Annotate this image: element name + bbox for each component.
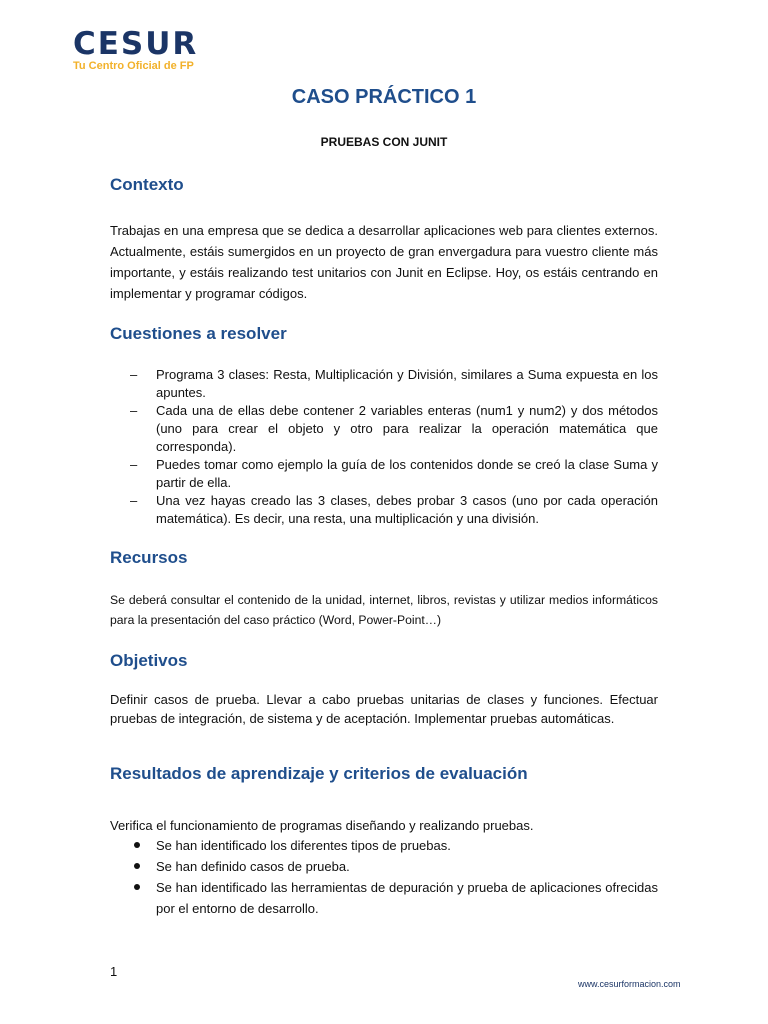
list-item-text: Puedes tomar como ejemplo la guía de los contenidos donde se creó la clase Suma y partir de ella. — [156, 457, 658, 490]
dash-marker: – — [130, 493, 138, 508]
footer-url[interactable]: www.cesurformacion.com — [578, 979, 681, 989]
paragraph-objetivos: Definir casos de prueba. Llevar a cabo pruebas unitarias de clases y funciones. Efectuar pruebas de integración, de sistema y de aceptación. Implementar pruebas automáticas. — [110, 692, 658, 726]
page-number: 1 — [110, 964, 118, 979]
list-item-text: Cada una de ellas debe contener 2 variables enteras (num1 y num2) y dos métodos (uno para crear el objeto y otro para realizar la operación matemática que corresponda). — [156, 403, 658, 454]
heading-recursos: Recursos — [110, 548, 188, 567]
paragraph-resultados-intro: Verifica el funcionamiento de programas diseñando y realizando pruebas. — [110, 818, 534, 833]
logo-wordmark: CESUR — [73, 26, 199, 62]
list-item — [130, 402, 658, 456]
list-item-text: Se han identificado las herramientas de depuración y prueba de aplicaciones ofrecidas por el entorno de desarrollo. — [156, 880, 658, 916]
list-item — [130, 856, 658, 877]
paragraph-contexto: Trabajas en una empresa que se dedica a desarrollar aplicaciones web para clientes externos. Actualmente, estáis sumergidos en un proyecto de gran envergadura para vuestro cliente más importante, y estáis realizando test unitarios con Junit en Eclipse. Hoy, os estáis centrando en implementar y programar códigos. — [110, 223, 658, 301]
list-item-text: Se han identificado los diferentes tipos de pruebas. — [156, 838, 451, 853]
list-item-text: Una vez hayas creado las 3 clases, debes probar 3 casos (uno por cada operación matemática). Es decir, una resta, una multiplicación y una división. — [156, 493, 658, 526]
logo-tagline: Tu Centro Oficial de FP — [73, 60, 194, 72]
cuestiones-list — [130, 366, 658, 528]
dash-marker: – — [130, 367, 138, 382]
list-item — [130, 835, 658, 856]
list-item — [130, 456, 658, 492]
list-item-text: Se han definido casos de prueba. — [156, 859, 350, 874]
heading-contexto: Contexto — [110, 175, 184, 194]
list-item-text: Programa 3 clases: Resta, Multiplicación y División, similares a Suma expuesta en los apuntes. — [156, 367, 658, 400]
dash-marker: – — [130, 403, 138, 418]
resultados-list — [130, 835, 658, 919]
document-subtitle: PRUEBAS CON JUNIT — [320, 135, 448, 149]
heading-objetivos: Objetivos — [110, 651, 188, 670]
list-item — [130, 492, 658, 528]
list-item — [130, 366, 658, 402]
bullet-marker — [134, 842, 140, 848]
dash-marker: – — [130, 457, 138, 472]
heading-cuestiones: Cuestiones a resolver — [110, 324, 287, 343]
bullet-marker — [134, 863, 140, 869]
document-title: CASO PRÁCTICO 1 — [291, 86, 477, 108]
heading-resultados: Resultados de aprendizaje y criterios de evaluación — [110, 764, 528, 783]
bullet-marker — [134, 884, 140, 890]
paragraph-recursos: Se deberá consultar el contenido de la unidad, internet, libros, revistas y utilizar medios informáticos para la presentación del caso práctico (Word, Power-Point…) — [110, 593, 658, 627]
cesur-logo — [73, 28, 198, 72]
list-item — [130, 877, 658, 919]
